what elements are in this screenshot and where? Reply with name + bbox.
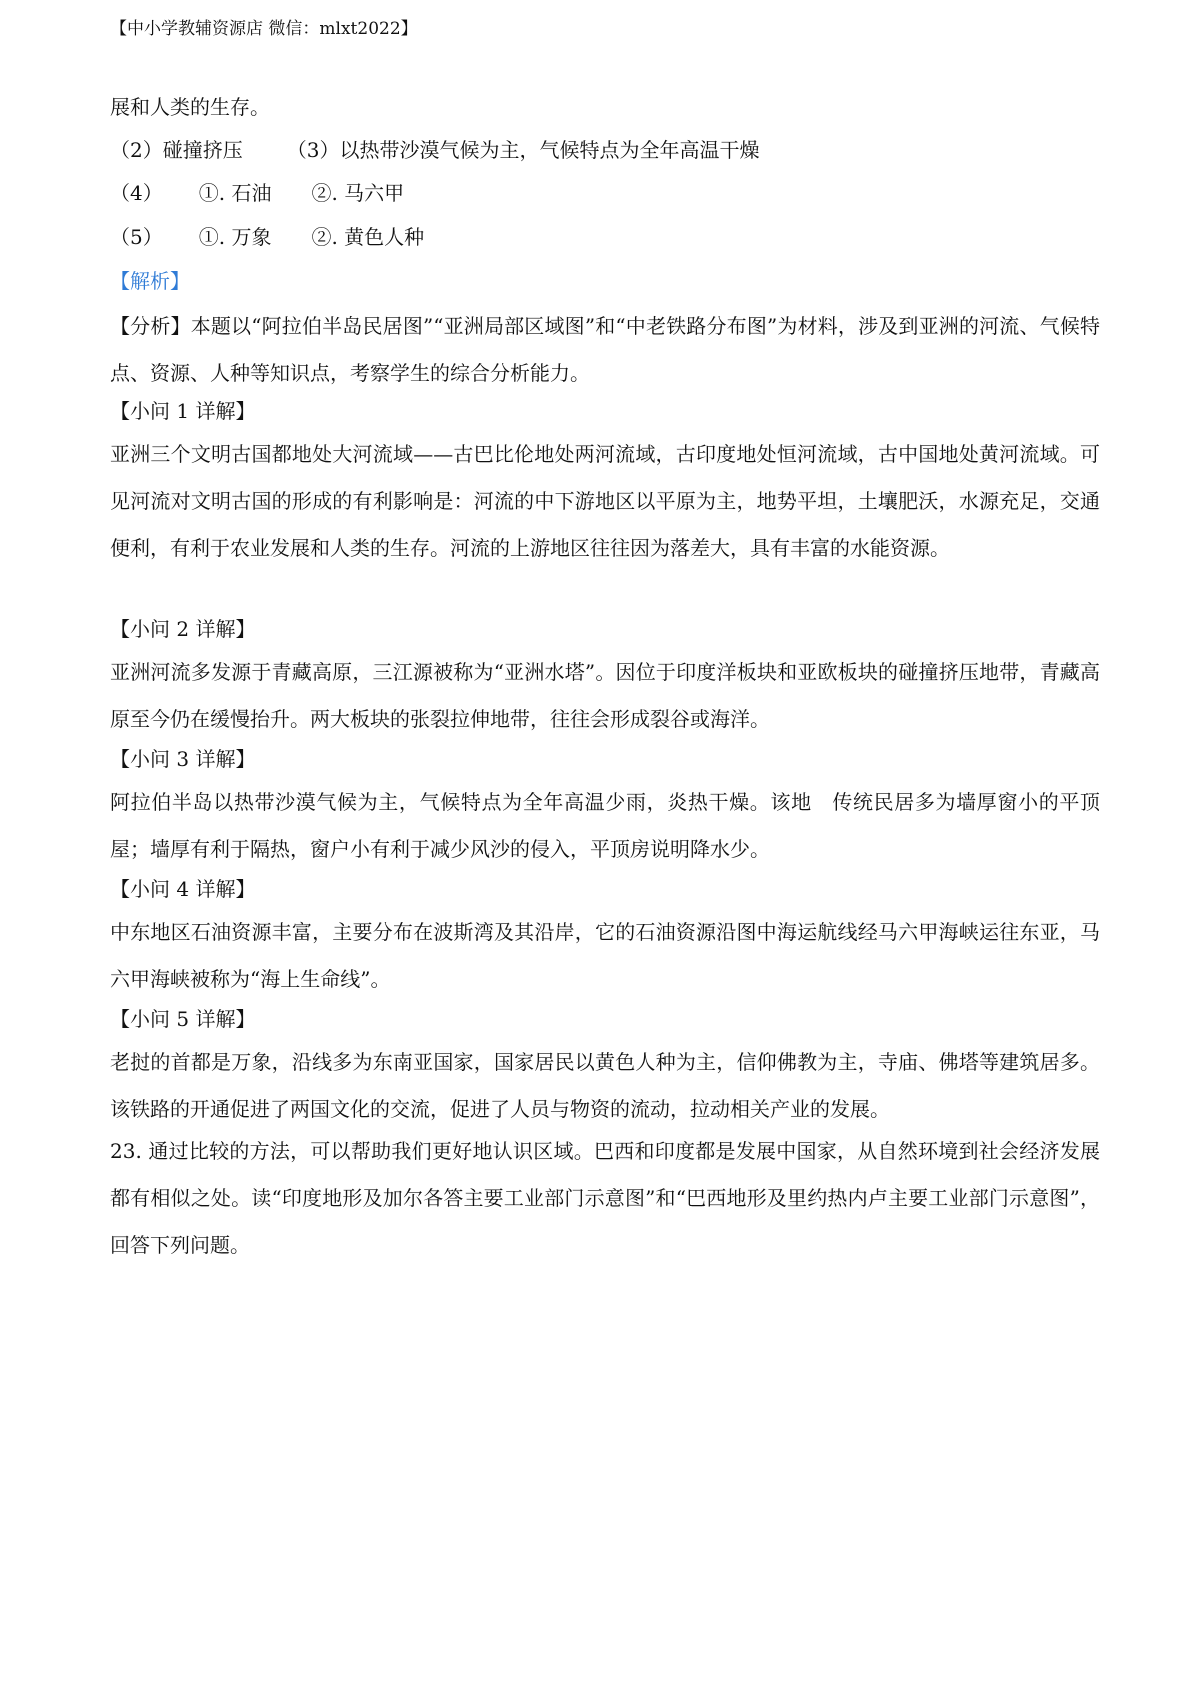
answer-q4-a: ①. 石油 — [198, 181, 272, 205]
answer-line-2-3 — [110, 135, 759, 165]
jiexi-label: 【解析】 — [110, 269, 190, 293]
answer-q5-a: ①. 万象 — [198, 225, 272, 249]
section-5-text: 老挝的首都是万象，沿线多为东南亚国家，国家居民以黄色人种为主，信仰佛教为主，寺庙、佛塔等建筑居多。该铁路的开通促进了两国文化的交流，促进了人员与物资的流动，拉动相关产业的发展。 — [110, 1050, 1100, 1121]
analysis-paragraph: 【分析】本题以“阿拉伯半岛民居图”“亚洲局部区域图”和“中老铁路分布图”为材料，涉及到亚洲的河流、气候特点、资源、人种等知识点，考察学生的综合分析能力。 — [110, 314, 1100, 385]
answer-q5-label: （5） — [110, 225, 163, 249]
section-2-title: 【小问 2 详解】 — [110, 617, 256, 641]
answer-q4-b: ②. 马六甲 — [311, 181, 405, 205]
question-23: 23. 通过比较的方法，可以帮助我们更好地认识区域。巴西和印度都是发展中国家，从自然环境到社会经济发展都有相似之处。读“印度地形及加尔各答主要工业部门示意图”和“巴西地形及里约热内卢主要工业部门示意图”，回答下列问题。 — [110, 1139, 1100, 1257]
section-4-text: 中东地区石油资源丰富，主要分布在波斯湾及其沿岸，它的石油资源沿图中海运航线经马六甲海峡运往东亚，马六甲海峡被称为“海上生命线”。 — [110, 920, 1100, 991]
section-1-title: 【小问 1 详解】 — [110, 399, 256, 423]
page-header: 【中小学教辅资源店 微信：mlxt2022】 — [110, 19, 418, 39]
section-3-title: 【小问 3 详解】 — [110, 747, 256, 771]
section-5-title: 【小问 5 详解】 — [110, 1007, 256, 1031]
answer-q5-b: ②. 黄色人种 — [311, 225, 425, 249]
answer-line-5 — [110, 222, 424, 252]
answer-line-1: 展和人类的生存。 — [110, 95, 270, 119]
section-3-text: 阿拉伯半岛以热带沙漠气候为主，气候特点为全年高温少雨，炎热干燥。该地 传统民居多为墙厚窗小的平顶屋；墙厚有利于隔热，窗户小有利于减少风沙的侵入，平顶房说明降水少。 — [110, 790, 1100, 861]
answer-line-4 — [110, 178, 404, 208]
answer-q2: （2）碰撞挤压 — [110, 138, 243, 162]
section-4-title: 【小问 4 详解】 — [110, 877, 256, 901]
section-2-text: 亚洲河流多发源于青藏高原，三江源被称为“亚洲水塔”。因位于印度洋板块和亚欧板块的碰撞挤压地带，青藏高原至今仍在缓慢抬升。两大板块的张裂拉伸地带，往往会形成裂谷或海洋。 — [110, 660, 1100, 731]
answer-q3: （3）以热带沙漠气候为主，气候特点为全年高温干燥 — [286, 138, 760, 162]
answer-q4-label: （4） — [110, 181, 163, 205]
section-1-text: 亚洲三个文明古国都地处大河流域——古巴比伦地处两河流域，古印度地处恒河流域，古中国地处黄河流域。可见河流对文明古国的形成的有利影响是：河流的中下游地区以平原为主，地势平坦，土壤肥沃，水源充足，交通便利，有利于农业发展和人类的生存。河流的上游地区往往因为落差大，具有丰富的水能资源。 — [110, 442, 1100, 560]
